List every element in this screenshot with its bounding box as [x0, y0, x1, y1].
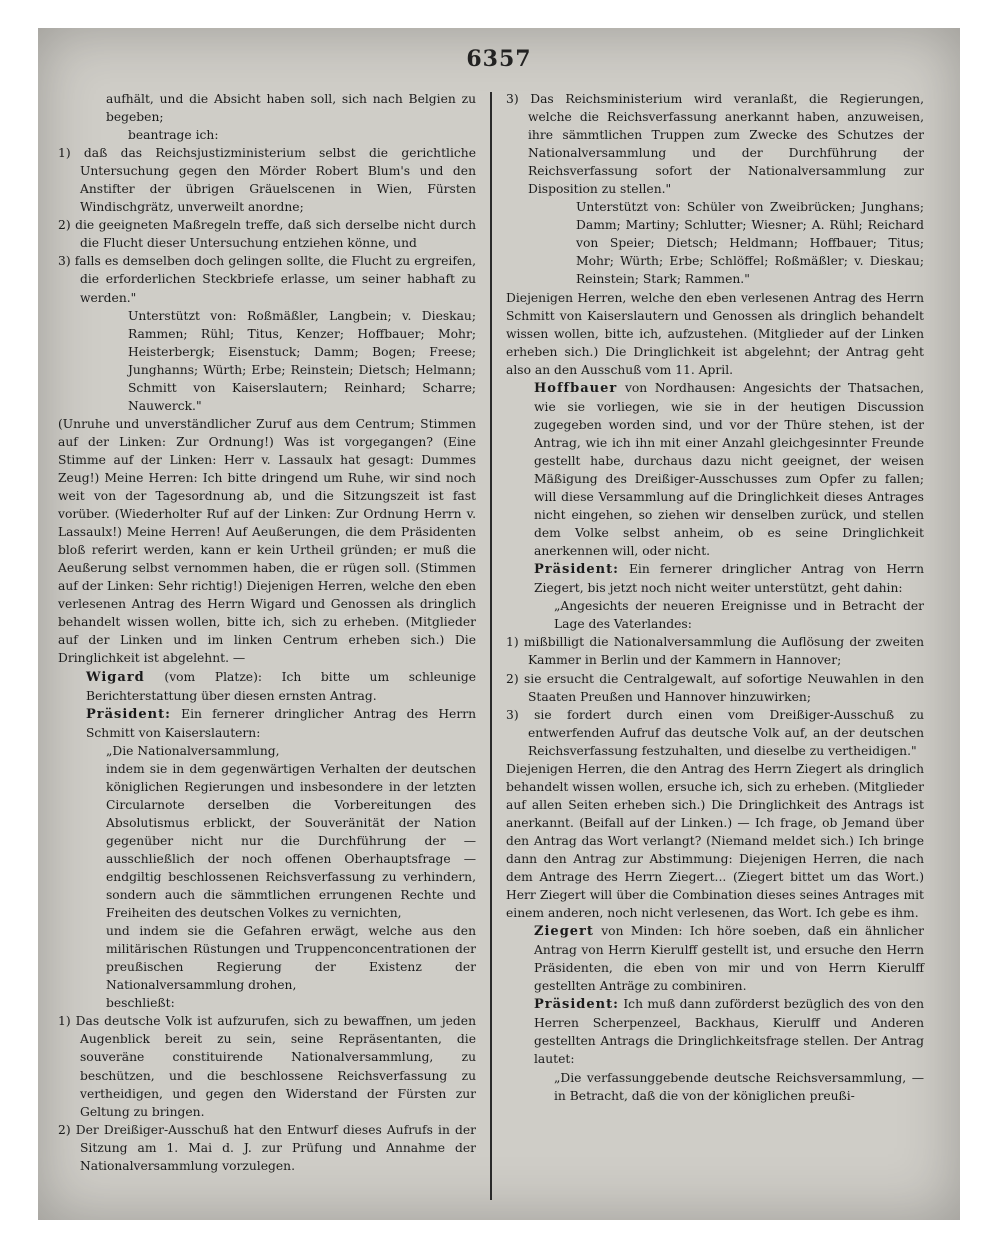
paragraph — [506, 289, 924, 379]
paragraph-text: von Nordhausen: Angesichts der Thatsachen, wie sie vorliegen, wie sie in der heutigen Discussion zugegeben worden sind, und vor der Thüre stehen, ist der Antrag, wie ich ihn mit einer Anzahl gleichgesinnter Freunde gestellt habe, durchaus dazu nicht geeignet, der weisen Mäßigung des Dreißiger-Ausschusses zum Opfer zu fallen; will diese Versammlung auf die Dringlichkeit dieses Antrages nicht eingehen, so ziehen wir denselben zurück, und stellen dem Volke selbst anheim, ob es seine Dringlichkeit anerkennen will, oder nicht. — [534, 380, 924, 559]
paragraph — [506, 706, 924, 760]
paragraph — [506, 995, 924, 1068]
paragraph-text: aufhält, und die Absicht haben soll, sich nach Belgien zu begeben; — [106, 92, 476, 125]
paragraph — [506, 198, 924, 288]
paragraph-text: indem sie in dem gegenwärtigen Verhalten der deutschen königlichen Regierungen und insbesondere in der letzten Circularnote derselben die Vorbereitungen des Absolutismus erblickt, der Souveränität der Nation gegenüber nicht nur die Durchführung der — ausschließlich der noch offenen Oberhauptsfrage — endgiltig beschlossenen Reichsverfassung zu verhindern, sondern auch die sämmtlichen errungenen Rechte und Freiheiten des deutschen Volkes zu vernichten, — [106, 761, 476, 921]
speaker-name: Hoffbauer — [534, 380, 618, 396]
scanned-page — [38, 28, 960, 1220]
paragraph-text: 1) daß das Reichsjustizministerium selbst die gerichtliche Untersuchung gegen den Mörder Robert Blum's und den Anstifter der übrigen Gräuelscenen in Wien, Fürsten Windischgrätz, unverweilt anordne; — [58, 146, 476, 215]
paragraph — [506, 1069, 924, 1105]
paragraph-text: „Die Nationalversammlung, — [106, 743, 280, 758]
paragraph-text: Diejenigen Herren, die den Antrag des Herrn Ziegert als dringlich behandelt wissen wollen, ersuche ich, sich zu erheben. (Mitglieder auf allen Seiten erheben sich.) Die Dringlichkeit des Antrags ist anerkannt. (Beifall auf der Linken.) — Ich frage, ob Jemand über den Antrag das Wort verlangt? (Niemand meldet sich.) Ich bringe dann den Antrag zur Abstimmung: Diejenigen Herren, die nach dem Antrage des Herrn Ziegert... (Ziegert bittet um das Wort.) Herr Ziegert will über die Combination dieses seines Antrages mit einem anderen, noch nicht verlesenen, das Wort. Ich gebe es ihm. — [506, 761, 924, 921]
paragraph — [506, 670, 924, 706]
paragraph-text: (vom Platze): Ich bitte um schleunige Berichterstattung über diesen ernsten Antrag. — [86, 669, 476, 703]
paragraph-text: „Angesichts der neueren Ereignisse und in Betracht der Lage des Vaterlandes: — [554, 599, 924, 632]
paragraph-text: „Die verfassunggebende deutsche Reichsversammlung, — in Betracht, daß die von der königlichen preußi- — [554, 1070, 924, 1103]
paragraph — [58, 144, 476, 216]
paragraph-text: Unterstützt von: Roßmäßler, Langbein; v. Dieskau; Rammen; Rühl; Titus, Kenzer; Hoffbauer; Mohr; Heisterbergk; Eisenstuck; Damm; Bogen; Freese; Junghanns; Würth; Erbe; Reinstein; Dietsch; Helmann; Schmitt von Kaiserslautern; Reinhard; Scharre; Nauwerck." — [128, 308, 476, 413]
paragraph-text: 2) die geeigneten Maßregeln treffe, daß sich derselbe nicht durch die Flucht dieser Untersuchung entziehen könne, und — [58, 218, 476, 251]
paragraph — [58, 1121, 476, 1175]
paragraph — [58, 922, 476, 994]
speaker-name: Wigard — [86, 669, 145, 685]
paragraph — [506, 922, 924, 995]
right-column — [506, 90, 924, 1105]
paragraph — [58, 252, 476, 306]
paragraph-text: 2) sie ersucht die Centralgewalt, auf sofortige Neuwahlen in den Staaten Preußen und Hannover hinzuwirken; — [506, 671, 924, 704]
paragraph — [58, 1012, 476, 1120]
paragraph-text: Diejenigen Herren, welche den eben verlesenen Antrag des Herrn Schmitt von Kaiserslautern und Genossen als dringlich behandelt wissen wollen, bitte ich, aufzustehen. (Mitglieder auf der Linken erheben sich.) Die Dringlichkeit ist abgelehnt; der Antrag geht also an den Ausschuß vom 11. April. — [506, 290, 924, 377]
paragraph-text: beschließt: — [106, 996, 175, 1011]
page-number: 6357 — [466, 46, 532, 72]
speaker-name: Präsident: — [534, 997, 619, 1013]
paragraph — [58, 742, 476, 760]
paragraph-text: und indem sie die Gefahren erwägt, welche aus den militärischen Rüstungen und Truppenconcentrationen der preußischen Regierung der Existenz der Nationalversammlung drohen, — [106, 924, 476, 993]
paragraph — [58, 760, 476, 922]
paragraph — [58, 90, 476, 126]
paragraph-text: 1) Das deutsche Volk ist aufzurufen, sich zu bewaffnen, um jeden Augenblick bereit zu sein, seine Repräsentanten, die souveräne constituirende Nationalversammlung, zu beschützen, und die beschlossene Reichsverfassung zu vertheidigen, und gegen den Widerstand der Fürsten zur Geltung zu bringen. — [58, 1014, 476, 1119]
paragraph — [58, 216, 476, 252]
paragraph — [506, 560, 924, 597]
paragraph — [58, 705, 476, 742]
paragraph-text: 1) mißbilligt die Nationalversammlung die Auflösung der zweiten Kammer in Berlin und der Kammern in Hannover; — [506, 635, 924, 668]
paragraph — [506, 597, 924, 633]
speaker-name: Präsident: — [86, 706, 171, 722]
paragraph — [506, 633, 924, 669]
paragraph-text: 3) sie fordert durch einen vom Dreißiger-Ausschuß zu entwerfenden Aufruf das deutsche Volk auf, an der deutschen Reichsverfassung festzuhalten, und dieselbe zu vertheidigen." — [506, 707, 924, 758]
paragraph-text: 3) falls es demselben doch gelingen sollte, die Flucht zu ergreifen, die erforderlichen Steckbriefe erlasse, um seiner habhaft zu werden." — [58, 254, 476, 305]
paragraph-text: Unterstützt von: Schüler von Zweibrücken; Junghans; Damm; Martiny; Schlutter; Wiesner; A. Rühl; Reichard von Speier; Dietsch; Heldmann; Hoffbauer; Titus; Mohr; Würth; Erbe; Schlöffel; Roßmäßler; v. Dieskau; Reinstein; Stark; Rammen." — [576, 200, 924, 287]
paragraph-text: 3) Das Reichsministerium wird veranlaßt, die Regierungen, welche die Reichsverfassung anerkannt haben, anzuweisen, ihre sämmtlichen Truppen zum Zwecke des Schutzes der Nationalversammlung und der Durchführung der Reichsverfassung sofort der Nationalversammlung zur Disposition zu stellen." — [506, 92, 924, 197]
paragraph-text: Ein fernerer dringlicher Antrag des Herrn Schmitt von Kaiserslautern: — [86, 706, 476, 740]
paragraph-text: beantrage ich: — [128, 128, 219, 143]
paragraph-text: 2) Der Dreißiger-Ausschuß hat den Entwurf dieses Aufrufs in der Sitzung am 1. Mai d. J. zur Prüfung und Annahme der Nationalversammlung vorzulegen. — [58, 1122, 476, 1173]
paragraph — [58, 668, 476, 705]
left-column — [58, 90, 476, 1175]
paragraph — [506, 379, 924, 560]
speaker-name: Ziegert — [534, 924, 594, 940]
paragraph — [506, 90, 924, 198]
paragraph-text: (Unruhe und unverständlicher Zuruf aus dem Centrum; Stimmen auf der Linken: Zur Ordnung!) Was ist vorgegangen? (Eine Stimme auf der Linken: Herr v. Lassaulx hat gesagt: Dummes Zeug!) Meine Herren: Ich bitte dringend um Ruhe, wir sind noch weit von der Tagesordnung ab, und die Sitzungszeit ist fast vorüber. (Wiederholter Ruf auf der Linken: Zur Ordnung Herrn v. Lassaulx!) Meine Herren! Auf Aeußerungen, die dem Präsidenten bloß referirt werden, kann er kein Urtheil gründen; er muß die Aeußerung selbst vernommen haben, die er rügen soll. (Stimmen auf der Linken: Sehr richtig!) Diejenigen Herren, welche den eben verlesenen Antrag des Herrn Wigard und Genossen als dringlich behandelt wissen wollen, bitte ich, sich zu erheben. (Mitglieder auf der Linken und im linken Centrum erheben sich.) Die Dringlichkeit ist abgelehnt. — — [58, 416, 476, 666]
paragraph — [58, 415, 476, 668]
speaker-name: Präsident: — [534, 562, 619, 578]
paragraph — [58, 307, 476, 415]
paragraph — [506, 760, 924, 922]
paragraph — [58, 126, 476, 144]
paragraph — [58, 994, 476, 1012]
column-divider — [490, 92, 492, 1200]
paragraph-text: von Minden: Ich höre soeben, daß ein ähnlicher Antrag von Herrn Kierulff gestellt ist, und ersuche den Herrn Präsidenten, die eben von mir und von Herrn Kierulff gestellten Anträge zu combiniren. — [534, 924, 924, 994]
paragraph-text: Ich muß dann zuförderst bezüglich des von den Herren Scherpenzeel, Backhaus, Kierulff und Anderen gestellten Antrags die Dringlichkeitsfrage stellen. Der Antrag lautet: — [534, 997, 924, 1067]
paragraph-text: Ein fernerer dringlicher Antrag von Herrn Ziegert, bis jetzt noch nicht weiter unterstützt, geht dahin: — [534, 562, 924, 596]
